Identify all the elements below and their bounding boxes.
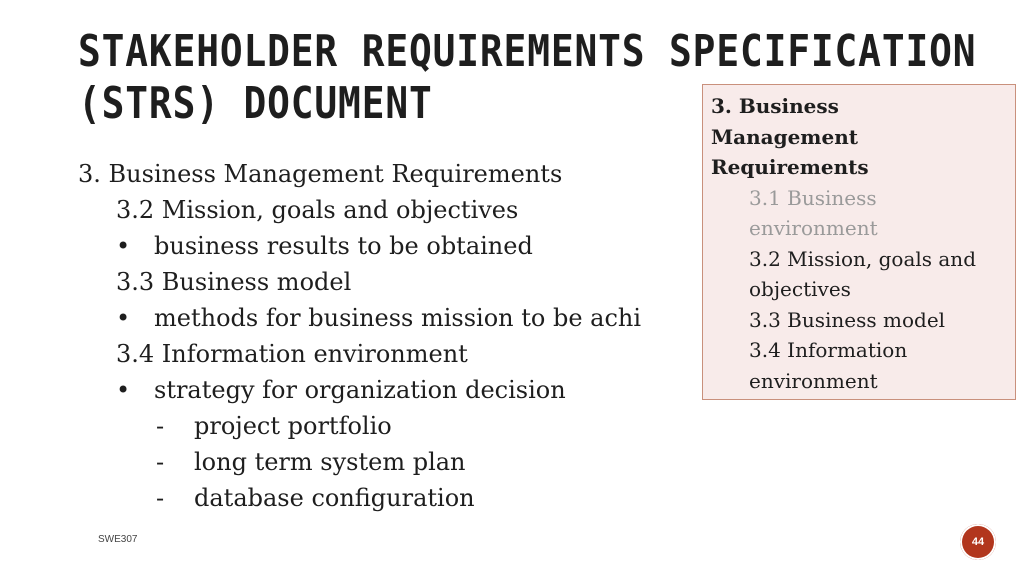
outline-entry-3-2: [711, 244, 1007, 305]
outline-heading-line-2: Management: [711, 124, 858, 149]
section-heading: 3. Business Management Requirements: [78, 160, 563, 188]
dash-item: [78, 408, 698, 444]
dash-text: project portfolio: [194, 412, 392, 440]
bullet-text: business results to be obtained: [154, 232, 533, 260]
bullet-mark: •: [116, 376, 131, 404]
outline-entry-3-1: [711, 183, 1007, 244]
bullet-item: [78, 300, 698, 336]
outline-entry-line: objectives: [749, 277, 851, 301]
bullet-text: methods for business mission to be achi: [154, 304, 642, 332]
page-number-badge: 44: [960, 524, 996, 560]
slide-title-line-2: (STRS) DOCUMENT: [78, 78, 433, 129]
bullet-item: [78, 372, 698, 408]
subsection-3-3: 3.3 Business model: [116, 268, 352, 296]
subsection-3-4: 3.4 Information environment: [116, 340, 468, 368]
bullet-text: strategy for organization decision: [154, 376, 566, 404]
outline-entry-line: 3.2 Mission, goals and: [749, 246, 976, 271]
dash-item: [78, 444, 698, 480]
dash-mark: -: [156, 448, 165, 476]
dash-mark: -: [156, 484, 165, 512]
outline-heading-line-1: 3. Business: [711, 94, 839, 118]
outline-box: [702, 84, 1016, 400]
bullet-item: [78, 228, 698, 264]
outline-entry-3-3: [711, 305, 1007, 336]
dash-item: [78, 480, 698, 516]
body-text: [78, 156, 698, 516]
outline-entry-line: environment: [749, 368, 878, 393]
dash-mark: -: [156, 412, 165, 440]
subsection-3-2: 3.2 Mission, goals and objectives: [116, 196, 519, 224]
outline-entry-line: environment: [749, 216, 878, 240]
outline-entry-line: 3.3 Business model: [749, 307, 946, 332]
slide-title-line-1: STAKEHOLDER REQUIREMENTS SPECIFICATION: [78, 26, 977, 77]
outline-heading-line-3: Requirements: [711, 155, 869, 179]
bullet-mark: •: [116, 304, 131, 332]
dash-text: database configuration: [194, 484, 475, 512]
footer-course-code: SWE307: [98, 534, 138, 545]
dash-text: long term system plan: [194, 448, 466, 476]
outline-entry-line: 3.4 Information: [749, 338, 908, 362]
outline-entry-line: 3.1 Business: [749, 185, 877, 210]
bullet-mark: •: [116, 232, 131, 260]
outline-entry-3-4: [711, 335, 1007, 396]
